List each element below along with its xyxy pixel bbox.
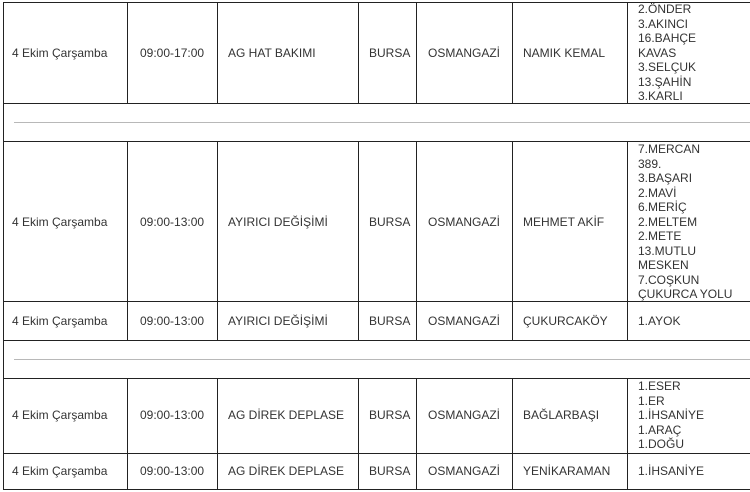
column-border xyxy=(627,378,628,490)
street-item: 1.ARAÇ xyxy=(638,422,682,437)
street-item: 2.MELTEM xyxy=(638,214,698,229)
work-type-cell: AG DİREK DEPLASE xyxy=(228,464,345,478)
street-item: 6.MERİÇ xyxy=(638,200,687,214)
street-item: 3.AKINCI xyxy=(638,16,689,31)
streets-cell: 1.İHSANİYE xyxy=(638,464,705,478)
work-type-cell: AG DİREK DEPLASE xyxy=(228,408,345,422)
column-border xyxy=(627,2,628,104)
city-cell: BURSA xyxy=(369,314,411,328)
time-cell: 09:00-13:00 xyxy=(140,408,205,422)
street-item: 389. xyxy=(638,156,662,171)
neighborhood-cell: YENİKARAMAN xyxy=(523,464,611,478)
date-cell: 4 Ekim Çarşamba xyxy=(12,46,108,60)
streets-cell: 1.AYOK xyxy=(638,314,681,328)
row-border xyxy=(3,453,750,454)
street-item: 7.MERCAN xyxy=(638,142,701,156)
street-item: 16.BAHÇE xyxy=(638,31,697,45)
street-item: 3.KARLI xyxy=(638,89,683,103)
spacer-divider xyxy=(14,359,750,360)
spacer-divider xyxy=(14,122,750,123)
district-cell: OSMANGAZİ xyxy=(428,408,501,422)
column-border xyxy=(416,141,417,341)
column-border xyxy=(416,378,417,490)
column-border xyxy=(217,378,218,490)
time-cell: 09:00-13:00 xyxy=(140,215,205,229)
column-border xyxy=(3,141,4,341)
street-item: 3.BAŞARI xyxy=(638,171,693,185)
streets-cell xyxy=(638,142,732,302)
column-border xyxy=(512,378,513,490)
date-cell: 4 Ekim Çarşamba xyxy=(12,215,108,229)
column-border xyxy=(127,2,128,104)
street-item: MESKEN xyxy=(638,258,689,272)
column-border xyxy=(358,2,359,104)
street-item: 2.MAVİ xyxy=(638,185,677,200)
street-item: 1.DOĞU xyxy=(638,437,685,451)
streets-cell xyxy=(638,2,696,104)
column-border xyxy=(3,2,4,104)
street-item: 13.MUTLU xyxy=(638,243,697,258)
neighborhood-cell: NAMIK KEMAL xyxy=(523,46,606,60)
column-border xyxy=(358,378,359,490)
street-item: 1.İHSANİYE xyxy=(638,408,705,422)
column-border xyxy=(127,141,128,341)
column-border xyxy=(512,141,513,341)
street-item: 1.ESER xyxy=(638,379,681,393)
work-type-cell: AYIRICI DEĞİŞİMİ xyxy=(228,314,328,328)
street-item: 2.ÖNDER xyxy=(638,2,692,16)
date-cell: 4 Ekim Çarşamba xyxy=(12,464,108,478)
column-border xyxy=(358,141,359,341)
street-item: ÇUKURCA YOLU xyxy=(638,287,733,301)
column-border xyxy=(3,340,4,379)
district-cell: OSMANGAZİ xyxy=(428,46,501,60)
neighborhood-cell: MEHMET AKİF xyxy=(523,215,605,229)
row-border xyxy=(3,340,750,341)
city-cell: BURSA xyxy=(369,464,411,478)
district-cell: OSMANGAZİ xyxy=(428,215,501,229)
time-cell: 09:00-13:00 xyxy=(140,314,205,328)
street-item: 1.ER xyxy=(638,393,665,408)
row-border xyxy=(3,489,750,490)
work-type-cell: AYIRICI DEĞİŞİMİ xyxy=(228,215,328,229)
time-cell: 09:00-13:00 xyxy=(140,464,205,478)
street-item: 7.COŞKUN xyxy=(638,272,700,287)
city-cell: BURSA xyxy=(369,215,411,229)
column-border xyxy=(416,2,417,104)
neighborhood-cell: BAĞLARBAŞI xyxy=(523,408,600,422)
streets-cell xyxy=(638,379,704,452)
column-border xyxy=(127,378,128,490)
column-border xyxy=(217,141,218,341)
column-border xyxy=(217,2,218,104)
neighborhood-cell: ÇUKURCAKÖY xyxy=(523,314,608,328)
date-cell: 4 Ekim Çarşamba xyxy=(12,408,108,422)
column-border xyxy=(512,2,513,104)
date-cell: 4 Ekim Çarşamba xyxy=(12,314,108,328)
street-item: KAVAS xyxy=(638,45,677,60)
work-type-cell: AG HAT BAKIMI xyxy=(228,46,316,60)
district-cell: OSMANGAZİ xyxy=(428,464,501,478)
district-cell: OSMANGAZİ xyxy=(428,314,501,328)
column-border xyxy=(627,141,628,341)
city-cell: BURSA xyxy=(369,408,411,422)
column-border xyxy=(3,103,4,142)
time-cell: 09:00-17:00 xyxy=(140,46,205,60)
city-cell: BURSA xyxy=(369,46,411,60)
column-border xyxy=(3,378,4,490)
street-item: 2.METE xyxy=(638,229,682,243)
street-item: 3.SELÇUK xyxy=(638,60,697,74)
street-item: 13.ŞAHİN xyxy=(638,74,692,89)
